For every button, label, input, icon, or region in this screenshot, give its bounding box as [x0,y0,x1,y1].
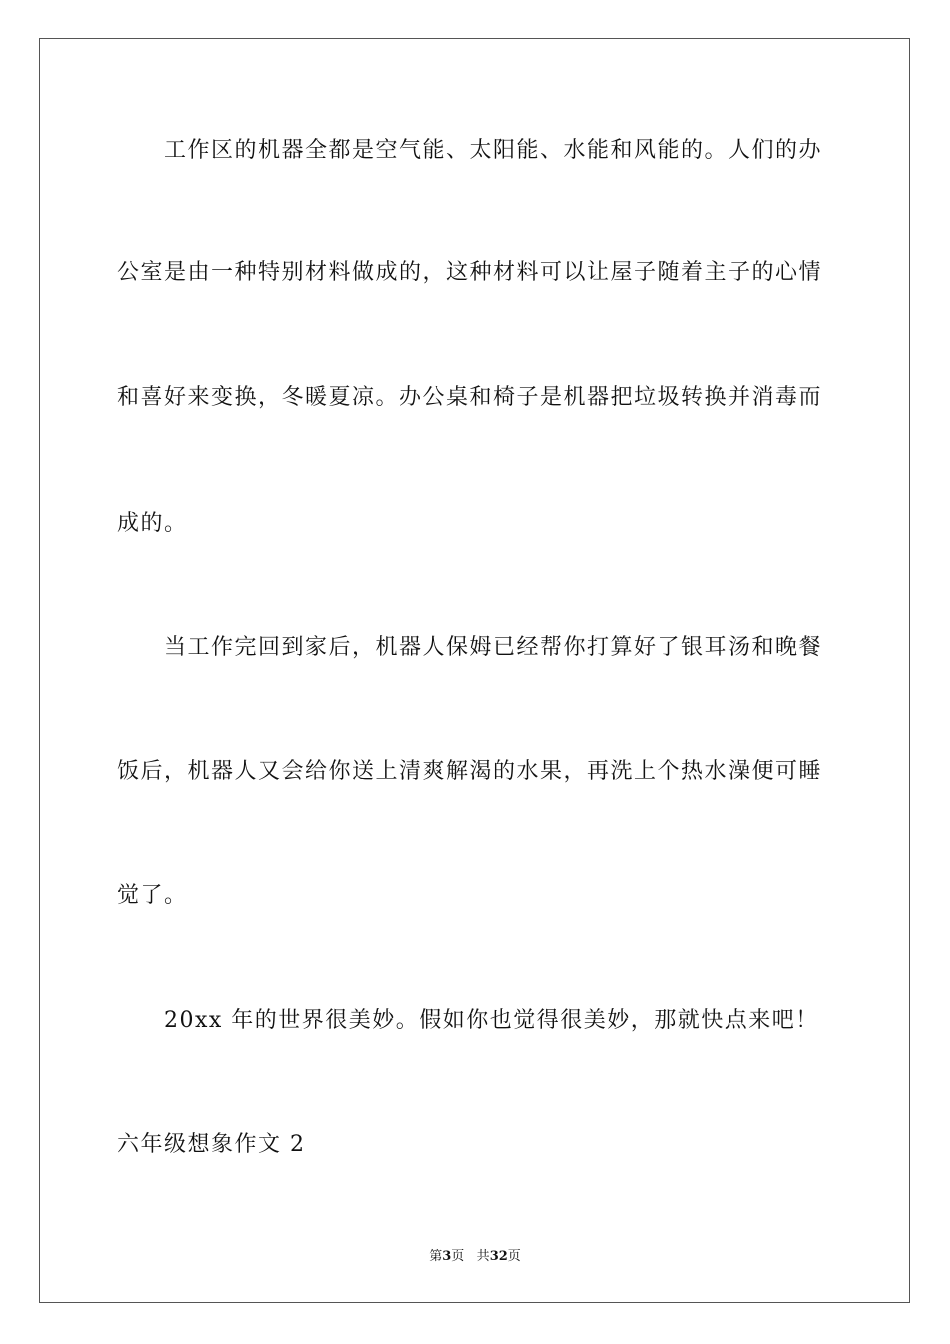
page-unit: 页 [451,1249,465,1264]
total-unit: 页 [507,1249,521,1264]
page-prefix: 第 [429,1249,443,1264]
text-line: 工作区的机器全都是空气能、太阳能、水能和风能的。人们的办 [117,138,823,163]
page-border [39,38,910,1303]
text-line: 和喜好来变换，冬暖夏凉。办公桌和椅子是机器把垃圾转换并消毒而 [117,385,823,410]
text-line: 觉了。 [117,883,188,908]
page-footer [0,1248,950,1266]
text-line: 当工作完回到家后，机器人保姆已经帮你打算好了银耳汤和晚餐 [117,635,823,660]
total-prefix: 共 [476,1249,490,1264]
text-line: 20xx 年的世界很美妙。假如你也觉得很美妙，那就快点来吧！ [117,1008,819,1033]
text-line: 公室是由一种特别材料做成的，这种材料可以让屋子随着主子的心情 [117,260,823,285]
section-heading: 六年级想象作文 2 [117,1132,306,1157]
current-page-number: 3 [442,1249,452,1264]
text-line: 成的。 [117,511,188,536]
total-page-number: 32 [489,1249,508,1264]
text-line: 饭后，机器人又会给你送上清爽解渴的水果，再洗上个热水澡便可睡 [117,759,823,784]
